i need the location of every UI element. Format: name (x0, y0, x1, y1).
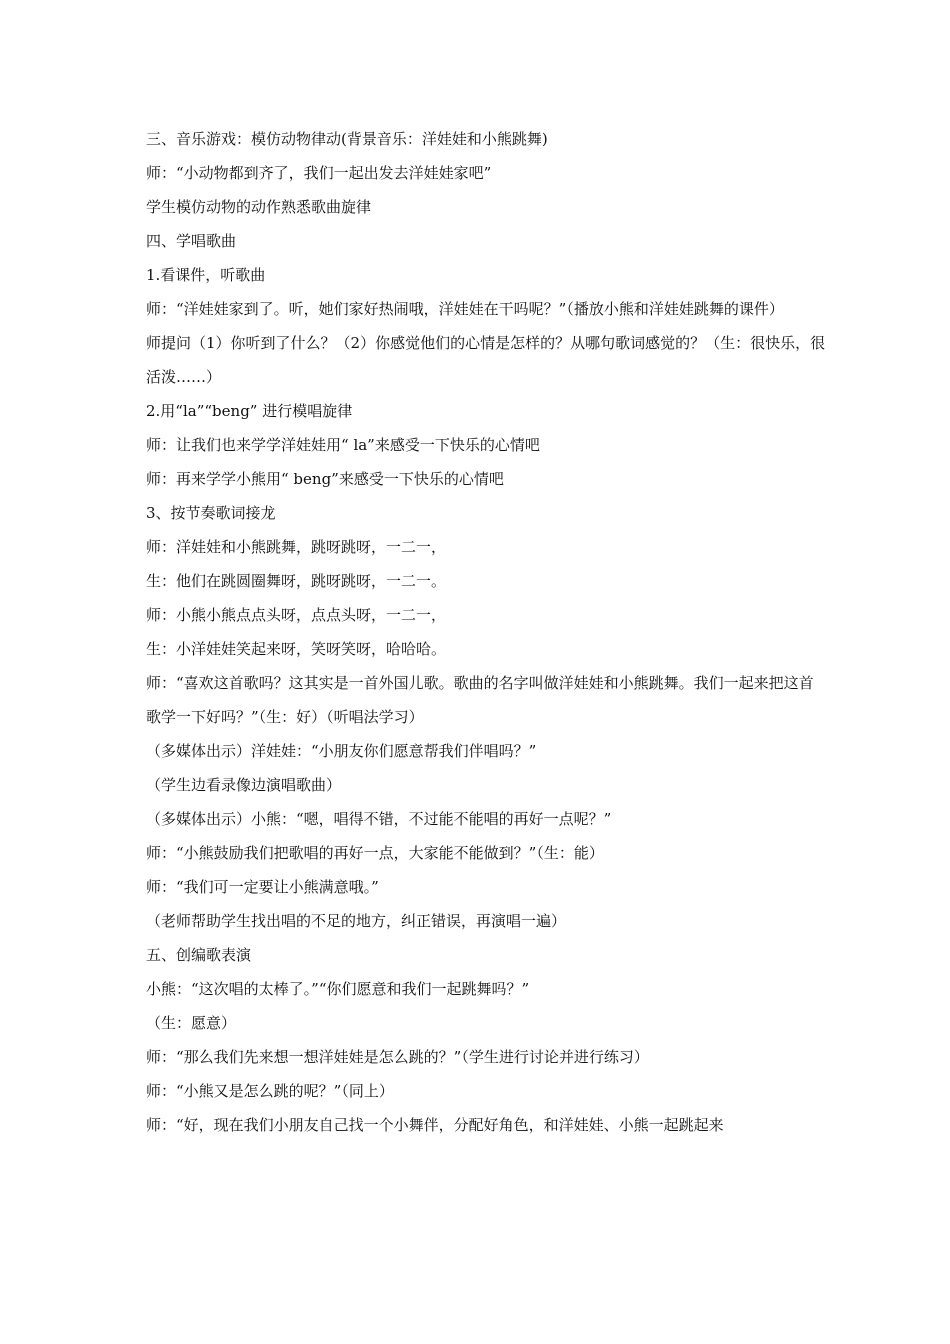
paragraph-line: （多媒体出示）小熊：“嗯，唱得不错，不过能不能唱的再好一点呢？” (146, 810, 612, 828)
paragraph-line: 生：小洋娃娃笑起来呀，笑呀笑呀，哈哈哈。 (146, 640, 447, 658)
paragraph-line: （学生边看录像边演唱歌曲） (146, 776, 342, 794)
paragraph-line: 师：“小熊鼓励我们把歌唱的再好一点，大家能不能做到？”（生：能） (146, 844, 604, 862)
document-body (146, 122, 826, 1142)
paragraph-line: 师：让我们也来学学洋娃娃用“ la”来感受一下快乐的心情吧 (146, 436, 540, 454)
paragraph-line: 师：“好，现在我们小朋友自己找一个小舞伴，分配好角色，和洋娃娃、小熊一起跳起来 (146, 1116, 724, 1134)
paragraph-line: 师：再来学学小熊用“ beng”来感受一下快乐的心情吧 (146, 470, 504, 488)
subheading-watch-courseware: 1.看课件，听歌曲 (146, 266, 266, 284)
paragraph-line: 师提问（1）你听到了什么？（2）你感觉他们的心情是怎样的？从哪句歌词感觉的？（生：很快乐，很活泼……） (146, 334, 826, 386)
section-heading-song-performance: 五、创编歌表演 (146, 946, 252, 964)
paragraph-line: 师：小熊小熊点点头呀，点点头呀，一二一， (146, 606, 447, 624)
paragraph-line: 师：“小动物都到齐了，我们一起出发去洋娃娃家吧” (146, 164, 492, 182)
paragraph-line: （生：愿意） (146, 1014, 237, 1032)
paragraph-line: 师：“那么我们先来想一想洋娃娃是怎么跳的？”（学生进行讨论并进行练习） (146, 1048, 649, 1066)
paragraph-line: 师：“喜欢这首歌吗？这其实是一首外国儿歌。歌曲的名字叫做洋娃娃和小熊跳舞。我们一起来把这首歌学一下好吗？”（生：好）（听唱法学习） (146, 674, 814, 726)
paragraph-line: 师：“我们可一定要让小熊满意哦。” (146, 878, 379, 896)
paragraph-line: 小熊：“这次唱的太棒了。”“你们愿意和我们一起跳舞吗？” (146, 980, 530, 998)
subheading-lyric-relay: 3、按节奏歌词接龙 (146, 504, 276, 522)
paragraph-line: （多媒体出示）洋娃娃：“小朋友你们愿意帮我们伴唱吗？” (146, 742, 537, 760)
paragraph-line: 学生模仿动物的动作熟悉歌曲旋律 (146, 198, 372, 216)
paragraph-line: （老师帮助学生找出唱的不足的地方，纠正错误，再演唱一遍） (146, 912, 567, 930)
paragraph-line: 师：洋娃娃和小熊跳舞，跳呀跳呀，一二一， (146, 538, 447, 556)
subheading-hum-melody: 2.用“la”“beng” 进行模唱旋律 (146, 402, 353, 420)
paragraph-line: 师：“小熊又是怎么跳的呢？”（同上） (146, 1082, 394, 1100)
paragraph-line: 师：“洋娃娃家到了。听，她们家好热闹哦，洋娃娃在干吗呢？”（播放小熊和洋娃娃跳舞的课件） (146, 300, 784, 318)
paragraph-line: 生：他们在跳圆圈舞呀，跳呀跳呀，一二一。 (146, 572, 447, 590)
section-heading-music-game: 三、音乐游戏：模仿动物律动(背景音乐：洋娃娃和小熊跳舞) (146, 130, 548, 148)
section-heading-learn-song: 四、学唱歌曲 (146, 232, 237, 250)
